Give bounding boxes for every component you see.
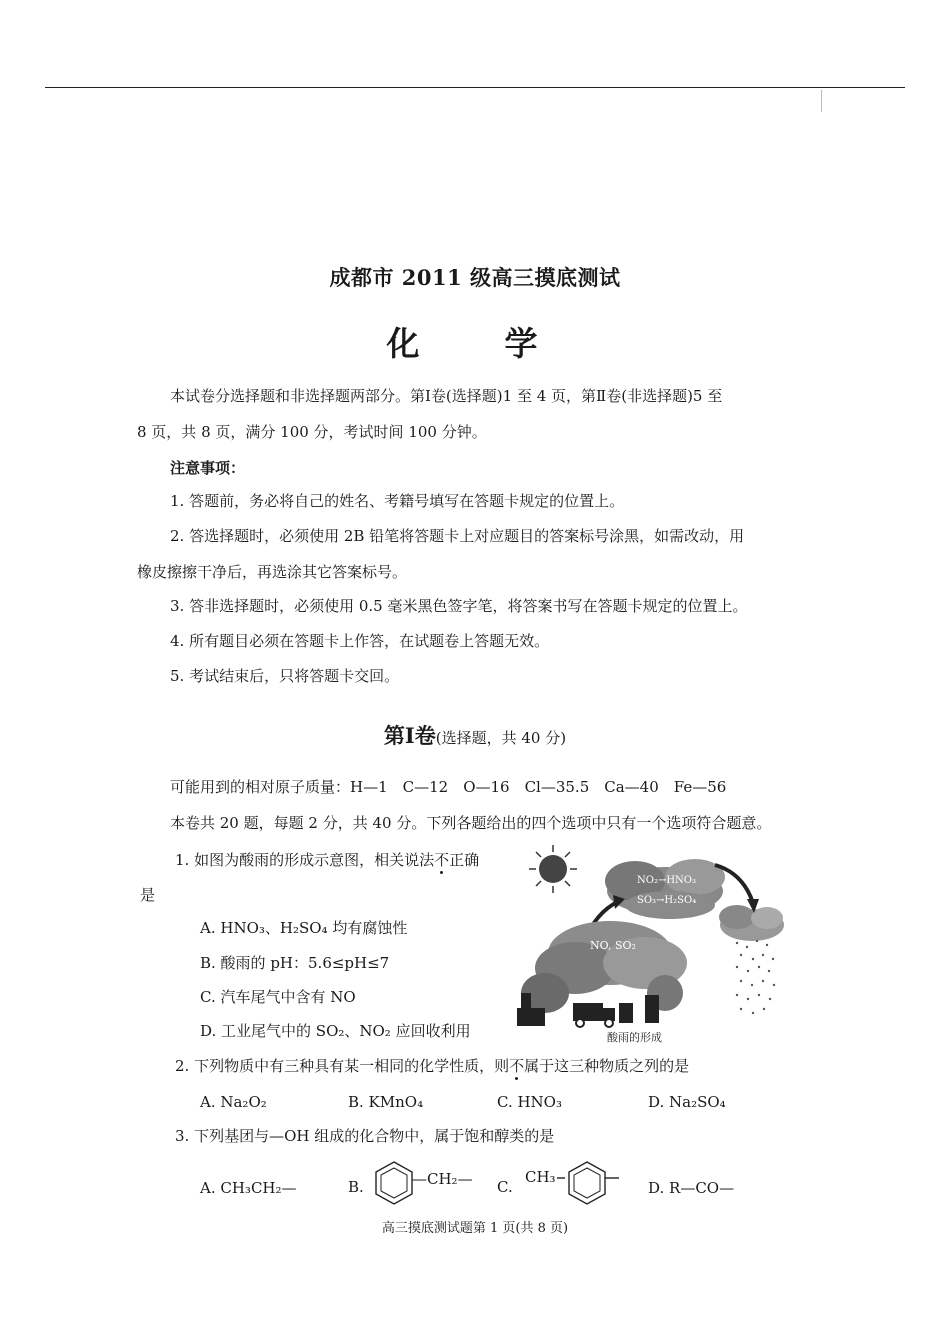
benzene-ring-icon xyxy=(372,1158,416,1208)
chimney-icon xyxy=(619,995,659,1023)
label-no-so2: NO, SO₂ xyxy=(590,939,636,952)
q1-stem xyxy=(175,850,479,870)
truck-icon xyxy=(573,1003,615,1027)
intro-line-1: 本试卷分选择题和非选择题两部分。第Ⅰ卷(选择题)1 至 4 页，第Ⅱ卷(非选择题)5 至 xyxy=(170,387,723,405)
q3-option-d: D. R—CO— xyxy=(648,1179,735,1197)
section-heading xyxy=(0,720,950,750)
notice-item-2-cont: 橡皮擦擦干净后，再选涂其它答案标号。 xyxy=(137,563,408,581)
notice-item-3: 3. 答非选择题时，必须使用 0.5 毫米黑色签字笔，将答案书写在答题卡规定的位置上。 xyxy=(170,597,748,615)
acid-rain-figure xyxy=(515,843,790,1045)
notice-item-4: 4. 所有题目必须在答题卡上作答，在试题卷上答题无效。 xyxy=(170,632,550,650)
notice-item-1: 1. 答题前，务必将自己的姓名、考籍号填写在答题卡规定的位置上。 xyxy=(170,492,625,510)
q3-option-a: A. CH₃CH₂— xyxy=(200,1179,297,1197)
q2-stem-text-end: 属于这三种物质之列的是 xyxy=(524,1057,690,1075)
margin-mark xyxy=(821,90,822,112)
q2-option-d: D. Na₂SO₄ xyxy=(648,1093,726,1111)
q3-option-b xyxy=(348,1158,488,1208)
q2-option-a: A. Na₂O₂ xyxy=(200,1093,267,1111)
q3-option-b-label: B. xyxy=(348,1178,364,1196)
q3-option-b-group: —CH₂— xyxy=(412,1170,473,1188)
q3-option-c-group: CH₃ xyxy=(525,1168,556,1186)
rain-cloud xyxy=(719,905,784,941)
q1-option-a: A. HNO₃、H₂SO₄ 均有腐蚀性 xyxy=(200,919,408,937)
intro-line-2: 8 页，共 8 页，满分 100 分，考试时间 100 分钟。 xyxy=(137,423,487,441)
q2-stem-text: 2. 下列物质中有三种具有某一相同的化学性质，则 xyxy=(175,1057,510,1075)
exam-title: 成都市 2011 级高三摸底测试 xyxy=(329,265,621,290)
q2-stem xyxy=(175,1056,689,1076)
q1-stem-text: 1. 如图为酸雨的形成示意图，相关说法 xyxy=(175,851,435,869)
q2-option-b: B. KMnO₄ xyxy=(348,1093,424,1111)
q2-option-c: C. HNO₃ xyxy=(497,1093,562,1111)
notice-heading: 注意事项： xyxy=(170,459,246,477)
q1-stem-cont: 是 xyxy=(140,886,156,904)
subject-title: 化 学 xyxy=(386,324,564,363)
q1-option-b: B. 酸雨的 pH：5.6≤pH≤7 xyxy=(200,954,390,972)
q3-option-c-label: C. xyxy=(497,1178,513,1196)
label-no2-hno3: NO₂→HNO₃ xyxy=(637,875,697,886)
instructions: 本卷共 20 题，每题 2 分，共 40 分。下列各题给出的四个选项中只有一个选项符合题意。 xyxy=(170,814,772,832)
notice-item-2: 2. 答选择题时，必须使用 2B 铅笔将答题卡上对应题目的答案标号涂黑，如需改动，用 xyxy=(170,527,745,545)
section-subtitle: (选择题，共 40 分) xyxy=(435,729,567,747)
q2-emphasis: 不 xyxy=(509,1057,525,1075)
atomic-masses: 可能用到的相对原子质量：H—1 C—12 O—16 Cl—35.5 Ca—40 Fe—56 xyxy=(170,778,727,796)
section-title: 第Ⅰ卷 xyxy=(383,723,436,748)
q3-option-c xyxy=(497,1158,637,1208)
figure-caption: 酸雨的形成 xyxy=(607,1031,662,1044)
sun-icon xyxy=(529,845,577,893)
q1-stem-text-end: 正确 xyxy=(449,851,480,869)
page-footer: 高三摸底测试题第 1 页(共 8 页) xyxy=(381,1221,569,1236)
rain-icon xyxy=(736,940,775,1014)
top-rule xyxy=(45,87,905,88)
label-so3-h2so4: SO₃→H₂SO₄ xyxy=(637,895,697,906)
upper-cloud xyxy=(605,859,725,919)
notice-item-5: 5. 考试结束后，只将答题卡交回。 xyxy=(170,667,400,685)
toluene-ring-icon xyxy=(557,1158,627,1208)
q1-option-c: C. 汽车尾气中含有 NO xyxy=(200,988,356,1006)
q1-option-d: D. 工业尾气中的 SO₂、NO₂ 应回收利用 xyxy=(200,1022,471,1040)
q1-emphasis: 不 xyxy=(434,851,450,869)
q3-stem: 3. 下列基团与—OH 组成的化合物中，属于饱和醇类的是 xyxy=(175,1127,555,1145)
lower-cloud xyxy=(521,921,687,1013)
